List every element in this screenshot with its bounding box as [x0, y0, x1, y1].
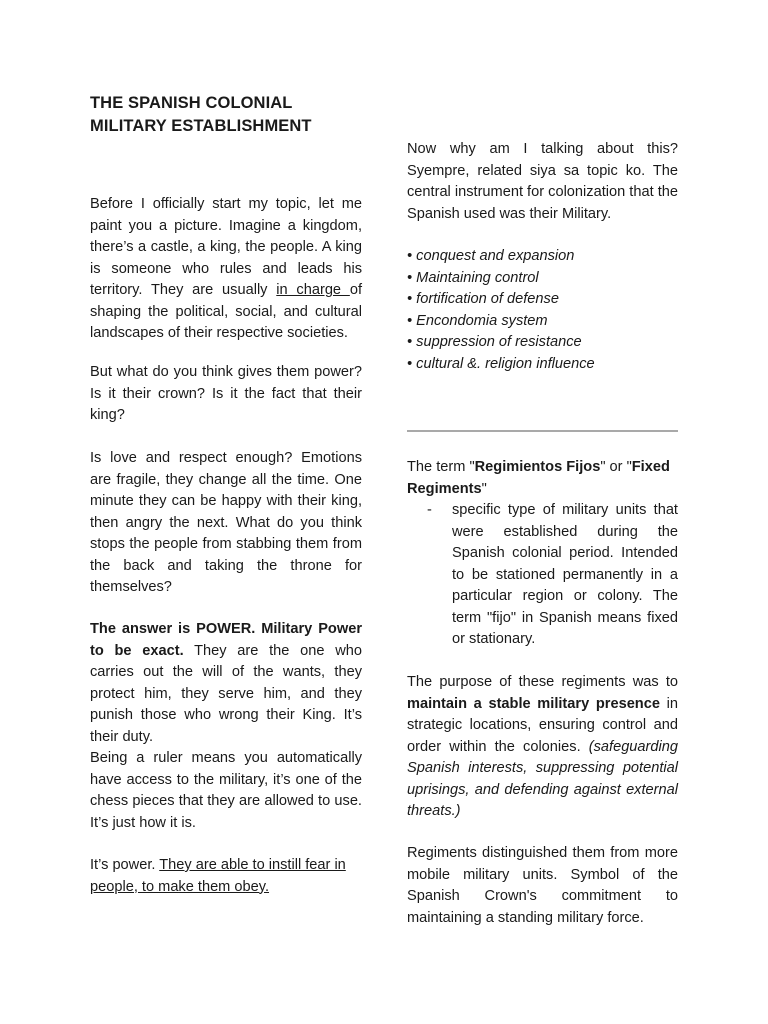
answer-bold: The answer is POWER. Military Power to be exact.	[90, 621, 362, 659]
paragraph-purpose	[407, 672, 678, 823]
paragraph-regiments: Regiments distinguished them from more mobile military units. Symbol of the Spanish Crown's commitment to maintaining a standing military force.	[407, 845, 678, 926]
paragraph-answer	[90, 619, 362, 748]
definition-text: specific type of military units that were established during the Spanish colonial period. Intended to be stationed permanently in a particular region or colony. The term "fijo" in Spanish means fixed or stationary.	[452, 502, 678, 647]
purpose-start: The purpose of these regiments was to	[407, 674, 678, 690]
intro-text-end: of shaping the political, social, and cultural landscapes of their respective societies.	[90, 282, 363, 341]
definition-dash: -	[427, 502, 432, 518]
title-line-2: MILITARY ESTABLISHMENT	[90, 117, 312, 135]
term-suffix: "	[481, 480, 487, 497]
list-item: • Encondomia system	[407, 312, 548, 329]
term-regimientos-fijos: Regimientos Fijos	[474, 459, 601, 475]
paragraph-term	[407, 457, 678, 500]
term-or: " or "	[600, 459, 632, 475]
underlined-instill-fear: They are able to instill fear in people, to make them obey.	[90, 857, 346, 895]
section-divider	[407, 430, 678, 432]
purpose-bold: maintain a stable military presence	[407, 695, 660, 712]
list-item: • conquest and expansion	[407, 248, 575, 264]
paragraph-intro	[90, 194, 362, 345]
purpose-middle: in strategic locations, ensuring control and order within the colonies.	[407, 695, 678, 755]
list-item: • suppression of resistance	[407, 334, 582, 350]
purpose-italic: (safeguarding Spanish interests, suppressing potential uprisings, and defending against external threats.)	[407, 738, 678, 819]
term-prefix: The term "	[407, 459, 475, 475]
its-power-start: It’s power.	[90, 857, 160, 873]
list-item: • Maintaining control	[407, 269, 539, 286]
document-title	[90, 92, 312, 138]
answer-rest: They are the one who carries out the will of the wants, they protect him, they serve him, and they punish those who wrong their King. It’s their duty.	[90, 642, 362, 745]
paragraph-power-question: But what do you think gives them power? Is it their crown? Is it the fact that their king?	[90, 364, 362, 423]
list-item: • cultural &. religion influence	[407, 355, 595, 372]
intro-text-start: Before I officially start my topic, let me paint you a picture. Imagine a kingdom, there’s a castle, a king, the people. A king is someone who rules and leads his territory. They are usually	[90, 196, 362, 298]
paragraph-love-respect: Is love and respect enough? Emotions are fragile, they change all the time. One minute they can be happy with their king, then angry the next. What do you think stops the people from stabbing them from the back and taking the throne for themselves?	[90, 450, 362, 595]
paragraph-its-power	[90, 855, 362, 898]
paragraph-why-talking: Now why am I talking about this? Syempre, related siya sa topic ko. The central instrument for colonization that the Spanish used was their Military.	[407, 141, 678, 222]
military-roles-list	[407, 246, 595, 375]
list-item: • fortification of defense	[407, 291, 559, 307]
paragraph-ruler: Being a ruler means you automatically have access to the military, it’s one of the chess pieces that they are allowed to use. It’s just how it is.	[90, 750, 362, 831]
title-line-1: THE SPANISH COLONIAL	[90, 94, 293, 112]
underlined-in-charge: in charge	[276, 282, 350, 298]
term-fixed-regiments: Fixed Regiments	[407, 459, 670, 497]
